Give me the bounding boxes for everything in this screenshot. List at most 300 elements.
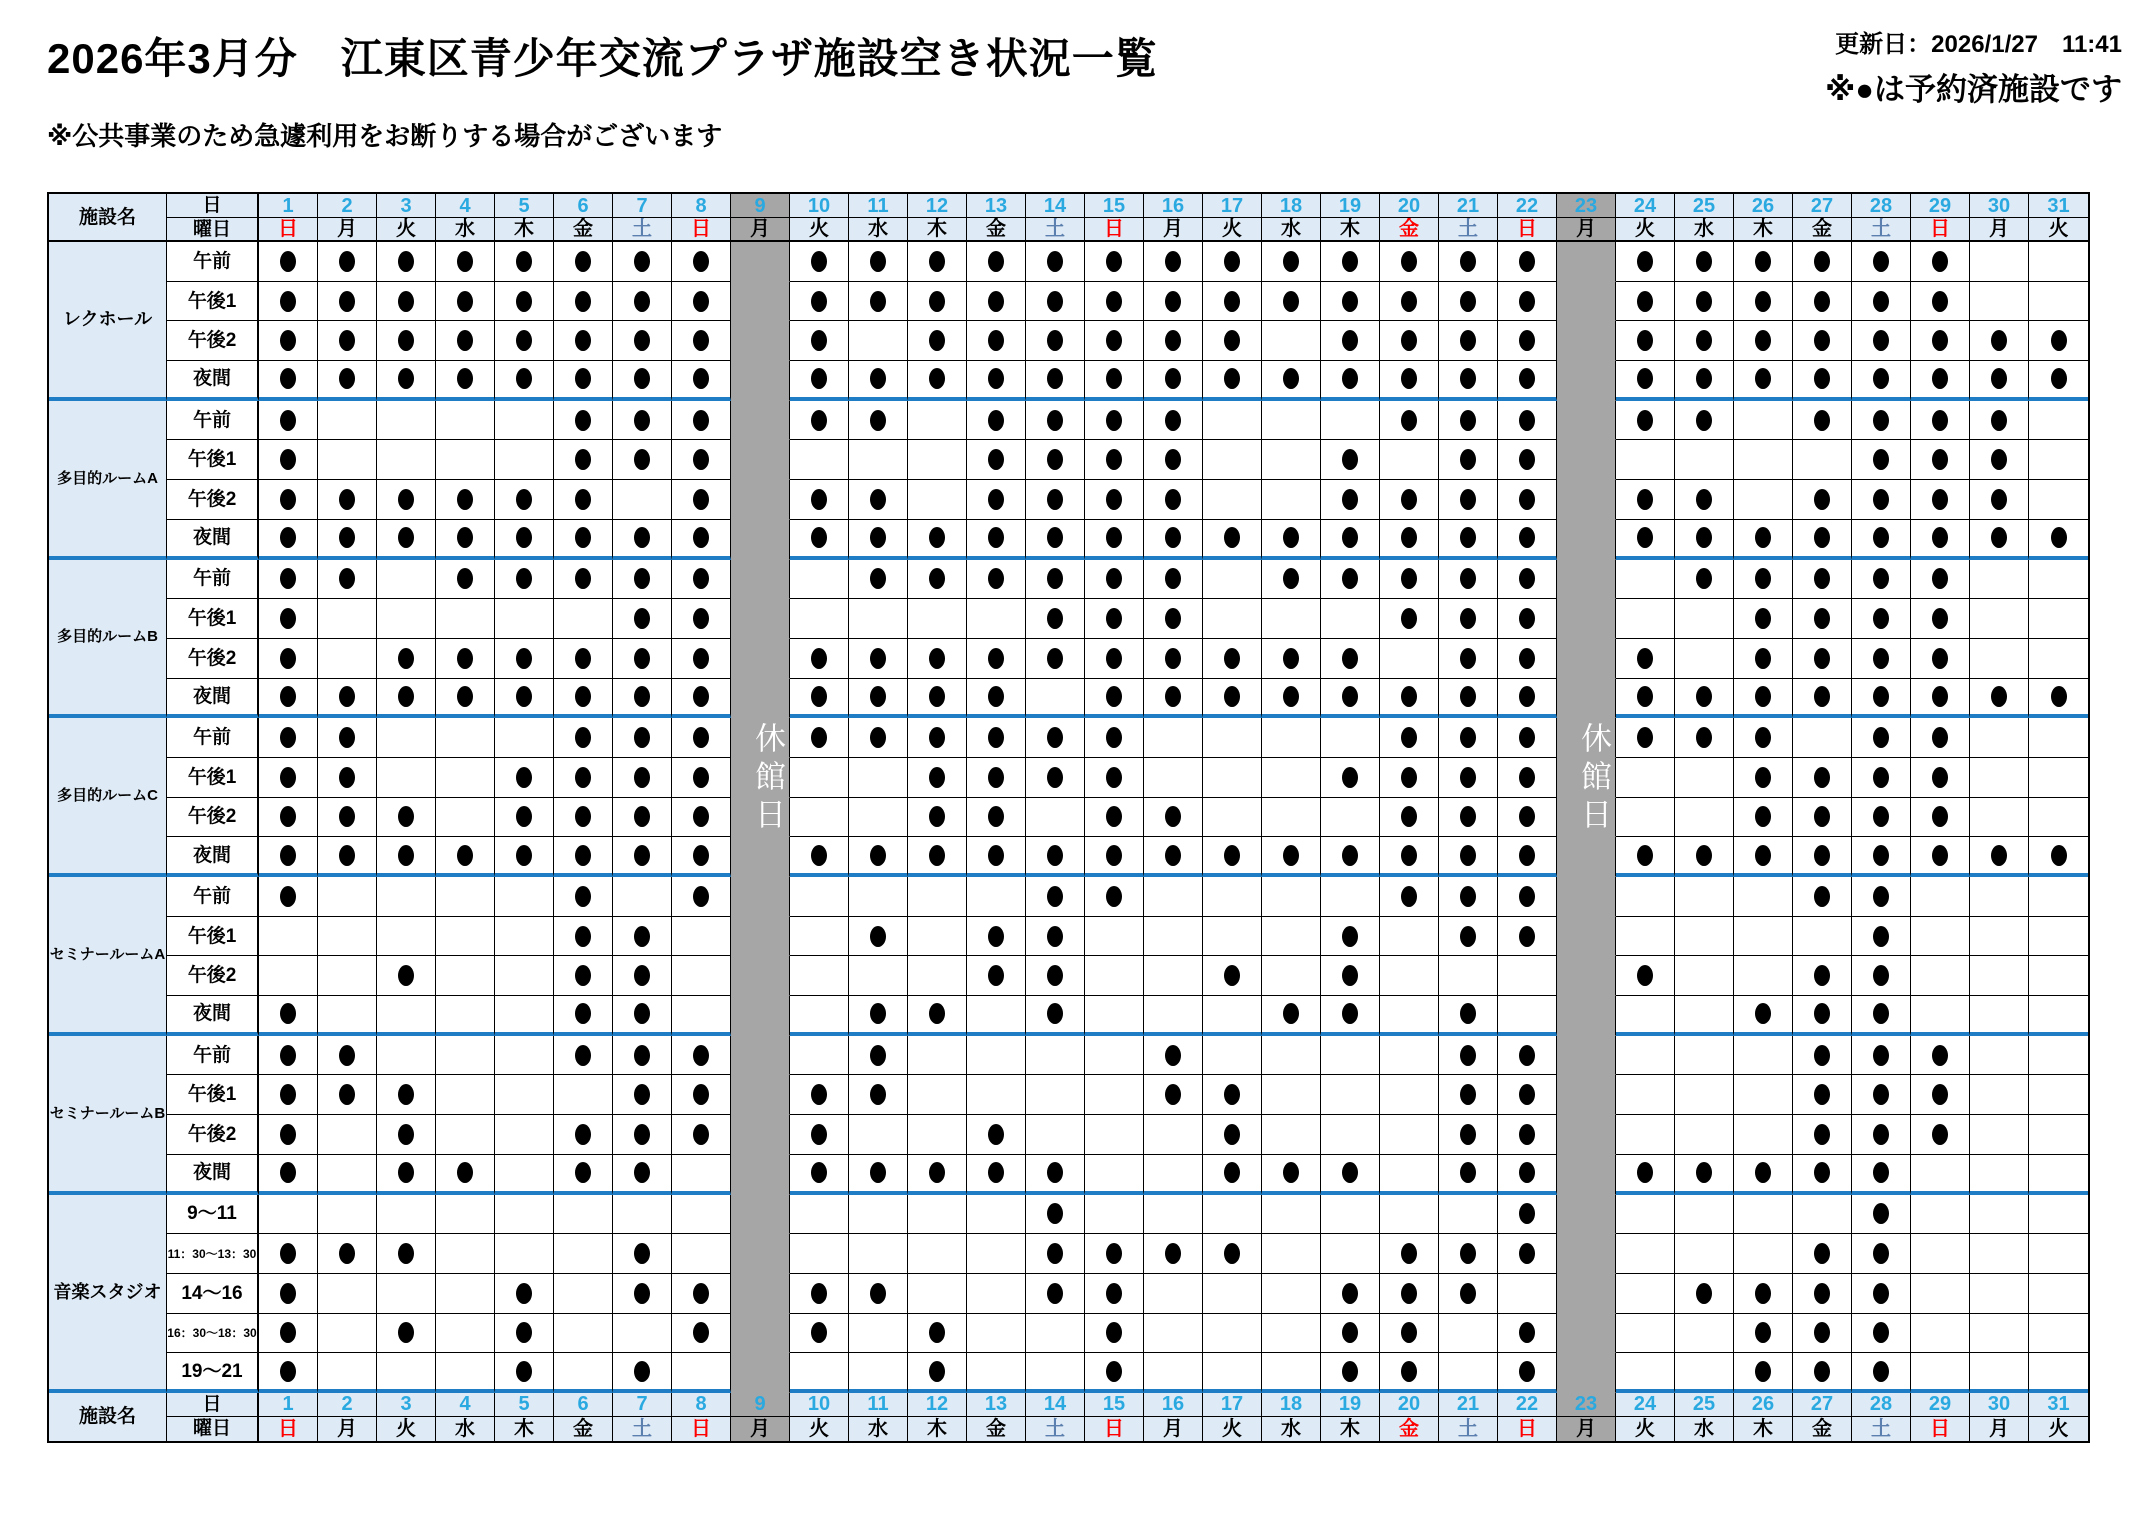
availability-cell (1439, 361, 1498, 401)
reserved-dot (339, 251, 355, 272)
availability-cell (1144, 837, 1203, 877)
availability-cell (1085, 798, 1144, 838)
reserved-dot (870, 1045, 886, 1066)
reserved-dot (1519, 1084, 1535, 1105)
availability-cell (259, 1195, 318, 1235)
reserved-dot (1991, 686, 2007, 707)
availability-cell (554, 361, 613, 401)
reserved-dot (339, 568, 355, 589)
availability-cell (1557, 917, 1616, 957)
availability-cell (495, 1115, 554, 1155)
availability-cell (1144, 996, 1203, 1036)
availability-cell (1557, 639, 1616, 679)
reserved-dot (1696, 527, 1712, 548)
availability-cell (1262, 520, 1321, 560)
availability-cell (259, 1353, 318, 1393)
availability-cell (908, 877, 967, 917)
availability-cell (908, 1115, 967, 1155)
availability-cell (1616, 599, 1675, 639)
reserved-dot (1224, 845, 1240, 866)
availability-cell (790, 242, 849, 282)
reserved-dot (634, 965, 650, 986)
availability-cell (1498, 480, 1557, 520)
reserved-dot (988, 845, 1004, 866)
reserved-dot (1873, 1322, 1889, 1343)
facility-name-cell: 多目的ルームA (49, 401, 167, 560)
availability-cell (1262, 679, 1321, 719)
availability-cell (1262, 718, 1321, 758)
availability-cell (1616, 917, 1675, 957)
availability-cell (1203, 560, 1262, 600)
reserved-dot (1106, 608, 1122, 629)
reserved-dot (1814, 608, 1830, 629)
reserved-dot (870, 727, 886, 748)
availability-cell (1970, 1075, 2029, 1115)
reserved-dot (1401, 291, 1417, 312)
availability-cell (1734, 1274, 1793, 1314)
availability-cell (967, 321, 1026, 361)
reserved-dot (870, 686, 886, 707)
availability-cell (259, 956, 318, 996)
reserved-dot (1342, 1003, 1358, 1024)
reserved-dot (693, 845, 709, 866)
reserved-dot (811, 1162, 827, 1183)
availability-cell (1262, 599, 1321, 639)
reserved-dot (929, 527, 945, 548)
availability-cell (1026, 560, 1085, 600)
availability-cell (908, 321, 967, 361)
availability-cell (1498, 599, 1557, 639)
availability-cell (790, 560, 849, 600)
availability-cell (1911, 1314, 1970, 1354)
availability-cell (1203, 401, 1262, 441)
availability-cell (967, 480, 1026, 520)
availability-cell (849, 639, 908, 679)
reserved-dot (693, 368, 709, 389)
reserved-dot (634, 648, 650, 669)
availability-cell (1085, 917, 1144, 957)
availability-cell (731, 639, 790, 679)
reserved-dot (398, 965, 414, 986)
availability-cell (1026, 480, 1085, 520)
slot-label: 19～21 (167, 1353, 259, 1393)
availability-cell (1911, 1075, 1970, 1115)
availability-cell (1970, 798, 2029, 838)
reserved-dot (929, 1322, 945, 1343)
availability-cell (1970, 560, 2029, 600)
reserved-dot (1814, 845, 1830, 866)
availability-cell (1380, 718, 1439, 758)
availability-cell (1675, 1075, 1734, 1115)
availability-cell (731, 242, 790, 282)
availability-cell (1557, 242, 1616, 282)
availability-cell (259, 639, 318, 679)
availability-cell (672, 877, 731, 917)
availability-cell (967, 917, 1026, 957)
availability-cell (613, 321, 672, 361)
reserved-dot (1047, 767, 1063, 788)
availability-cell (613, 718, 672, 758)
availability-cell (1439, 1036, 1498, 1076)
availability-cell (613, 1195, 672, 1235)
availability-cell (318, 798, 377, 838)
availability-cell (1557, 1115, 1616, 1155)
availability-cell (1852, 798, 1911, 838)
availability-cell (1793, 758, 1852, 798)
reserved-dot (1755, 806, 1771, 827)
availability-cell (1439, 599, 1498, 639)
reserved-dot (398, 251, 414, 272)
availability-cell (1557, 560, 1616, 600)
reserved-dot (1814, 1045, 1830, 1066)
availability-cell (1439, 718, 1498, 758)
availability-cell (1026, 917, 1085, 957)
availability-cell (1203, 639, 1262, 679)
availability-cell (731, 1036, 790, 1076)
day-number-footer: 1 (259, 1393, 318, 1417)
availability-cell (1675, 996, 1734, 1036)
availability-cell (1675, 401, 1734, 441)
availability-cell (1911, 639, 1970, 679)
availability-cell (1616, 1353, 1675, 1393)
weekday-footer: 火 (2029, 1417, 2088, 1441)
availability-cell (1734, 440, 1793, 480)
availability-cell (1557, 996, 1616, 1036)
availability-cell (908, 361, 967, 401)
availability-cell (967, 877, 1026, 917)
availability-cell (1852, 1155, 1911, 1195)
reserved-dot (1873, 330, 1889, 351)
availability-cell (908, 917, 967, 957)
availability-cell (613, 520, 672, 560)
availability-cell (1262, 917, 1321, 957)
weekday-footer: 金 (554, 1417, 613, 1441)
reserved-dot (1814, 1322, 1830, 1343)
availability-cell (1439, 798, 1498, 838)
availability-cell (495, 560, 554, 600)
reserved-dot (1460, 1124, 1476, 1145)
reserved-dot (1106, 251, 1122, 272)
availability-cell (1380, 401, 1439, 441)
reserved-dot (1047, 449, 1063, 470)
reserved-dot (1106, 648, 1122, 669)
day-number-footer: 10 (790, 1393, 849, 1417)
availability-cell (908, 1155, 967, 1195)
availability-cell (790, 480, 849, 520)
reserved-dot (280, 489, 296, 510)
availability-cell (1262, 440, 1321, 480)
availability-cell (790, 282, 849, 322)
reserved-dot (1932, 527, 1948, 548)
availability-cell (1026, 1075, 1085, 1115)
availability-cell (554, 321, 613, 361)
reserved-dot (280, 368, 296, 389)
availability-cell (1557, 1195, 1616, 1235)
reserved-dot (1401, 330, 1417, 351)
availability-cell (1970, 758, 2029, 798)
availability-cell (318, 1195, 377, 1235)
slot-label: 午後1 (167, 758, 259, 798)
availability-cell (908, 996, 967, 1036)
reserved-dot (280, 1084, 296, 1105)
reserved-dot (1047, 1162, 1063, 1183)
availability-cell (318, 639, 377, 679)
availability-cell (2029, 639, 2088, 679)
availability-cell (908, 639, 967, 679)
reserved-dot (1932, 648, 1948, 669)
day-number-header: 13 (967, 194, 1026, 218)
reserved-dot (1460, 1283, 1476, 1304)
reserved-dot (1460, 330, 1476, 351)
reserved-dot (339, 1084, 355, 1105)
availability-cell (318, 718, 377, 758)
availability-cell (790, 956, 849, 996)
slot-label: 11：30～13：30 (167, 1234, 259, 1274)
slot-label: 午前 (167, 401, 259, 441)
availability-cell (1144, 599, 1203, 639)
availability-cell (1793, 679, 1852, 719)
availability-cell (672, 282, 731, 322)
availability-cell (436, 560, 495, 600)
reserved-dot (1047, 845, 1063, 866)
availability-cell (495, 599, 554, 639)
availability-cell (495, 1353, 554, 1393)
availability-cell (495, 798, 554, 838)
reserved-dot (1047, 330, 1063, 351)
availability-cell (377, 798, 436, 838)
availability-cell (849, 480, 908, 520)
reserved-dot (693, 648, 709, 669)
availability-cell (1321, 1353, 1380, 1393)
availability-cell (1262, 1274, 1321, 1314)
availability-cell (731, 321, 790, 361)
availability-cell (613, 361, 672, 401)
availability-cell (1852, 877, 1911, 917)
availability-cell (1970, 401, 2029, 441)
reserved-dot (1519, 1124, 1535, 1145)
availability-cell (377, 560, 436, 600)
availability-cell (1262, 1155, 1321, 1195)
reserved-dot (280, 648, 296, 669)
reserved-dot (280, 1283, 296, 1304)
availability-cell (1852, 321, 1911, 361)
day-number-header: 8 (672, 194, 731, 218)
weekday-header: 水 (436, 218, 495, 242)
reserved-dot (398, 527, 414, 548)
availability-cell (1380, 917, 1439, 957)
availability-cell (377, 1115, 436, 1155)
reserved-dot (1932, 449, 1948, 470)
availability-cell (672, 996, 731, 1036)
availability-cell (1557, 1036, 1616, 1076)
availability-cell (967, 282, 1026, 322)
availability-cell (1262, 956, 1321, 996)
reserved-dot (1106, 527, 1122, 548)
availability-cell (377, 1036, 436, 1076)
reserved-dot (1519, 1243, 1535, 1264)
reserved-dot (870, 1162, 886, 1183)
availability-cell (1911, 321, 1970, 361)
availability-cell (1085, 401, 1144, 441)
availability-cell (1439, 1314, 1498, 1354)
reserved-dot (1814, 410, 1830, 431)
availability-cell (1321, 798, 1380, 838)
availability-cell (495, 401, 554, 441)
day-number-footer: 24 (1616, 1393, 1675, 1417)
availability-cell (731, 560, 790, 600)
availability-cell (436, 877, 495, 917)
day-number-footer: 2 (318, 1393, 377, 1417)
availability-cell (436, 242, 495, 282)
reserved-dot (1873, 845, 1889, 866)
reserved-legend: ※●は予約済施設です (1825, 72, 2122, 107)
availability-cell (1498, 560, 1557, 600)
availability-cell (1203, 798, 1262, 838)
availability-cell (377, 401, 436, 441)
availability-cell (1498, 956, 1557, 996)
facility-col-header: 施設名 (49, 194, 167, 242)
reserved-dot (1460, 886, 1476, 907)
weekday-footer: 月 (1970, 1417, 2029, 1441)
availability-cell (2029, 599, 2088, 639)
reserved-dot (516, 686, 532, 707)
availability-cell (1321, 401, 1380, 441)
availability-cell (1793, 718, 1852, 758)
availability-cell (967, 1075, 1026, 1115)
availability-cell (967, 1234, 1026, 1274)
availability-cell (1911, 956, 1970, 996)
reserved-dot (1814, 489, 1830, 510)
reserved-dot (1873, 1045, 1889, 1066)
availability-cell (1203, 1155, 1262, 1195)
reserved-dot (1814, 527, 1830, 548)
availability-cell (377, 1155, 436, 1195)
availability-cell (1203, 917, 1262, 957)
reserved-dot (1873, 251, 1889, 272)
availability-cell (1970, 996, 2029, 1036)
reserved-dot (1460, 568, 1476, 589)
slot-label: 9～11 (167, 1195, 259, 1235)
availability-cell (1144, 242, 1203, 282)
availability-cell (1970, 1036, 2029, 1076)
reserved-dot (1460, 1045, 1476, 1066)
reserved-dot (1283, 686, 1299, 707)
availability-cell (318, 1234, 377, 1274)
day-number-footer: 5 (495, 1393, 554, 1417)
availability-cell (790, 1195, 849, 1235)
reserved-dot (988, 527, 1004, 548)
reserved-dot (1224, 1162, 1240, 1183)
reserved-dot (575, 1162, 591, 1183)
reserved-dot (1106, 489, 1122, 510)
reserved-dot (1460, 368, 1476, 389)
reserved-dot (1460, 527, 1476, 548)
reserved-dot (339, 845, 355, 866)
reserved-dot (1047, 886, 1063, 907)
availability-cell (495, 1195, 554, 1235)
availability-cell (1262, 401, 1321, 441)
availability-cell (1498, 401, 1557, 441)
reserved-dot (398, 845, 414, 866)
availability-cell (554, 1274, 613, 1314)
reserved-dot (1755, 1283, 1771, 1304)
reserved-dot (693, 1322, 709, 1343)
reserved-dot (693, 291, 709, 312)
reserved-dot (1755, 251, 1771, 272)
availability-cell (1321, 480, 1380, 520)
availability-cell (1498, 679, 1557, 719)
availability-cell (908, 520, 967, 560)
availability-cell (1793, 877, 1852, 917)
availability-cell (672, 1274, 731, 1314)
availability-cell (1675, 520, 1734, 560)
reserved-dot (1106, 1322, 1122, 1343)
availability-cell (1734, 1234, 1793, 1274)
reserved-dot (870, 1283, 886, 1304)
availability-cell (1321, 242, 1380, 282)
availability-cell (1911, 837, 1970, 877)
reserved-dot (634, 1124, 650, 1145)
availability-cell (1203, 1234, 1262, 1274)
availability-cell (967, 560, 1026, 600)
reserved-dot (1047, 489, 1063, 510)
availability-cell (318, 1115, 377, 1155)
availability-cell (1734, 1075, 1793, 1115)
reserved-dot (1165, 845, 1181, 866)
reserved-dot (575, 449, 591, 470)
availability-cell (1262, 1234, 1321, 1274)
availability-cell (1970, 956, 2029, 996)
availability-cell (1026, 361, 1085, 401)
availability-cell (1203, 440, 1262, 480)
weekday-header: 木 (1734, 218, 1793, 242)
reserved-dot (575, 767, 591, 788)
availability-cell (1616, 321, 1675, 361)
availability-cell (259, 480, 318, 520)
availability-cell (731, 996, 790, 1036)
availability-cell (1616, 956, 1675, 996)
availability-cell (790, 440, 849, 480)
availability-cell (436, 679, 495, 719)
availability-cell (908, 837, 967, 877)
availability-cell (1734, 639, 1793, 679)
reserved-dot (634, 727, 650, 748)
reserved-dot (929, 1361, 945, 1382)
reserved-dot (280, 410, 296, 431)
availability-cell (259, 1075, 318, 1115)
availability-cell (849, 1353, 908, 1393)
reserved-dot (1342, 330, 1358, 351)
day-number-header: 12 (908, 194, 967, 218)
weekday-footer: 木 (1734, 1417, 1793, 1441)
weekday-footer: 日 (672, 1417, 731, 1441)
reserved-dot (1460, 608, 1476, 629)
reserved-dot (1932, 845, 1948, 866)
reserved-dot (1401, 568, 1417, 589)
availability-cell (1675, 321, 1734, 361)
reserved-dot (398, 806, 414, 827)
availability-cell (318, 877, 377, 917)
availability-cell (613, 996, 672, 1036)
reserved-dot (1165, 648, 1181, 669)
availability-cell (259, 758, 318, 798)
reserved-dot (693, 608, 709, 629)
availability-cell (377, 996, 436, 1036)
reserved-dot (1165, 1045, 1181, 1066)
availability-cell (1439, 837, 1498, 877)
availability-cell (318, 401, 377, 441)
availability-cell (436, 1274, 495, 1314)
